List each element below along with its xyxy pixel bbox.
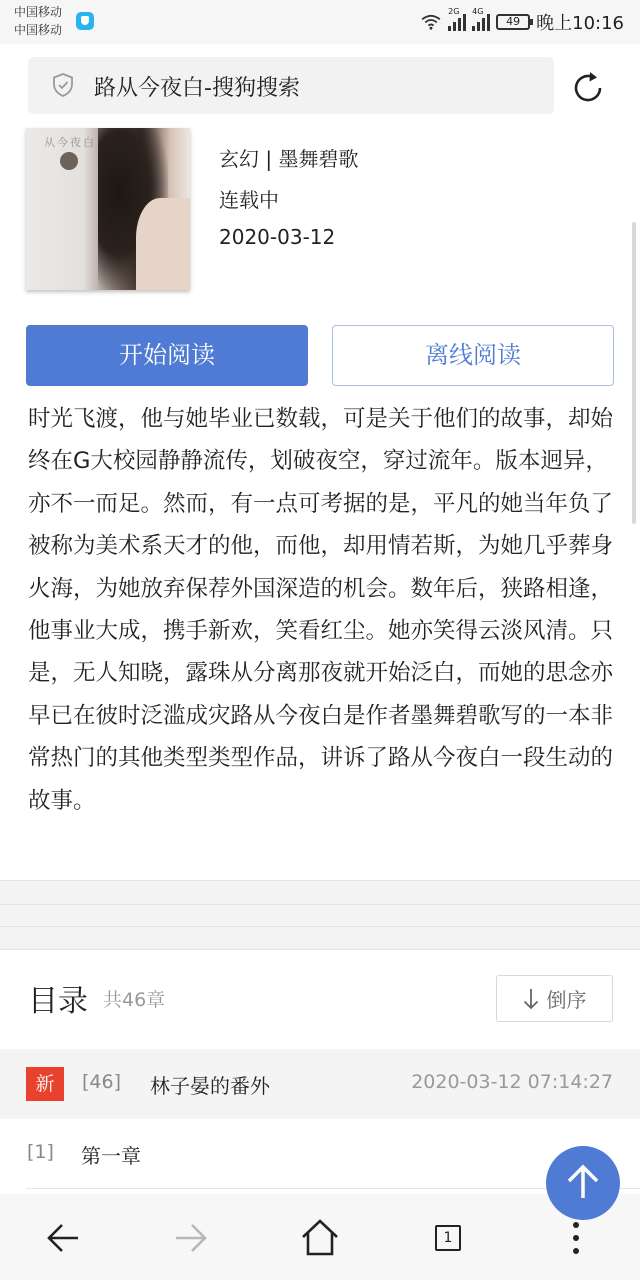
- signal-icon: [472, 7, 490, 31]
- status-icons: [420, 9, 624, 35]
- security-app-icon: [76, 12, 94, 30]
- new-badge: 新: [26, 1067, 64, 1101]
- cover-seal: [60, 152, 78, 170]
- book-genre-author: 玄幻 | 墨舞碧歌: [219, 147, 359, 171]
- scrollbar[interactable]: [632, 222, 636, 524]
- shield-icon: [52, 73, 74, 97]
- more-menu-icon[interactable]: [552, 1214, 600, 1262]
- book-cover[interactable]: [26, 128, 190, 290]
- cover-title: 从今夜白: [44, 136, 96, 149]
- bottom-navigation: [0, 1194, 640, 1280]
- wifi-icon: [420, 14, 442, 30]
- sort-order-button[interactable]: [496, 975, 613, 1022]
- chapter-title: 第一章: [81, 1144, 141, 1168]
- chapter-row-first[interactable]: [0, 1120, 640, 1188]
- carrier-name: 中国移动: [14, 5, 63, 19]
- cover-figure-shoulder: [136, 198, 190, 290]
- back-arrow-icon[interactable]: [40, 1214, 88, 1262]
- toc-heading: 目录: [28, 984, 88, 1019]
- chapter-count: 共46章: [103, 989, 166, 1011]
- chapter-number: [46]: [82, 1071, 122, 1093]
- scroll-to-top-button[interactable]: [546, 1146, 620, 1220]
- forward-arrow-icon[interactable]: [166, 1214, 214, 1262]
- start-reading-button[interactable]: 开始阅读: [26, 325, 308, 386]
- browser-toolbar: [0, 44, 640, 128]
- status-bar: [0, 0, 640, 44]
- tabs-button[interactable]: [423, 1214, 471, 1262]
- section-divider: [0, 880, 640, 950]
- clock: 晚上10:16: [536, 13, 624, 34]
- reload-icon[interactable]: [568, 68, 608, 108]
- signal-icon: [448, 7, 466, 31]
- address-bar[interactable]: [28, 57, 554, 114]
- chapter-row-latest[interactable]: [0, 1049, 640, 1119]
- book-description: 时光飞渡，他与她毕业已数载，可是关于他们的故事，却始终在G大校园静静流传，划破夜空，穿过流年。版本迥异，亦不一而足。然而，有一点可考据的是，平凡的她当年负了被称为美术系天才的他，而他，却用情若斯，为她几乎葬身火海，为她放弃保荐外国深造的机会。数年后，狭路相逢，他事业大成，携手新欢，笑看红尘。她亦笑得云淡风清。只是，无人知晓，露珠从分离那夜就开始泛白，而她的思念亦早已在彼时泛滥成灾路从今夜白是作者墨舞碧歌写的一本非常热门的其他类型类型作品，讲诉了路从今夜白一段生动的故事。: [28, 406, 614, 814]
- sort-label: 倒序: [546, 988, 587, 1012]
- network-type: 4G: [472, 7, 484, 16]
- battery-icon: 49: [496, 14, 530, 30]
- page-title: 路从今夜白-搜狗搜索: [94, 76, 300, 101]
- chapter-number: [1]: [27, 1141, 54, 1163]
- network-type: 2G: [448, 7, 460, 16]
- offline-reading-button[interactable]: 离线阅读: [332, 325, 614, 386]
- carrier-name: 中国移动: [14, 23, 63, 37]
- chapter-title: 林子晏的番外: [150, 1074, 270, 1098]
- home-icon[interactable]: [296, 1214, 344, 1262]
- arrow-up-icon: [546, 1146, 620, 1220]
- book-update-date: 2020-03-12: [219, 225, 336, 249]
- tab-count: 1: [435, 1225, 461, 1251]
- arrow-down-icon: [523, 988, 539, 1010]
- book-status: 连载中: [219, 188, 279, 212]
- chapter-time: 2020-03-12 07:14:27: [411, 1071, 613, 1093]
